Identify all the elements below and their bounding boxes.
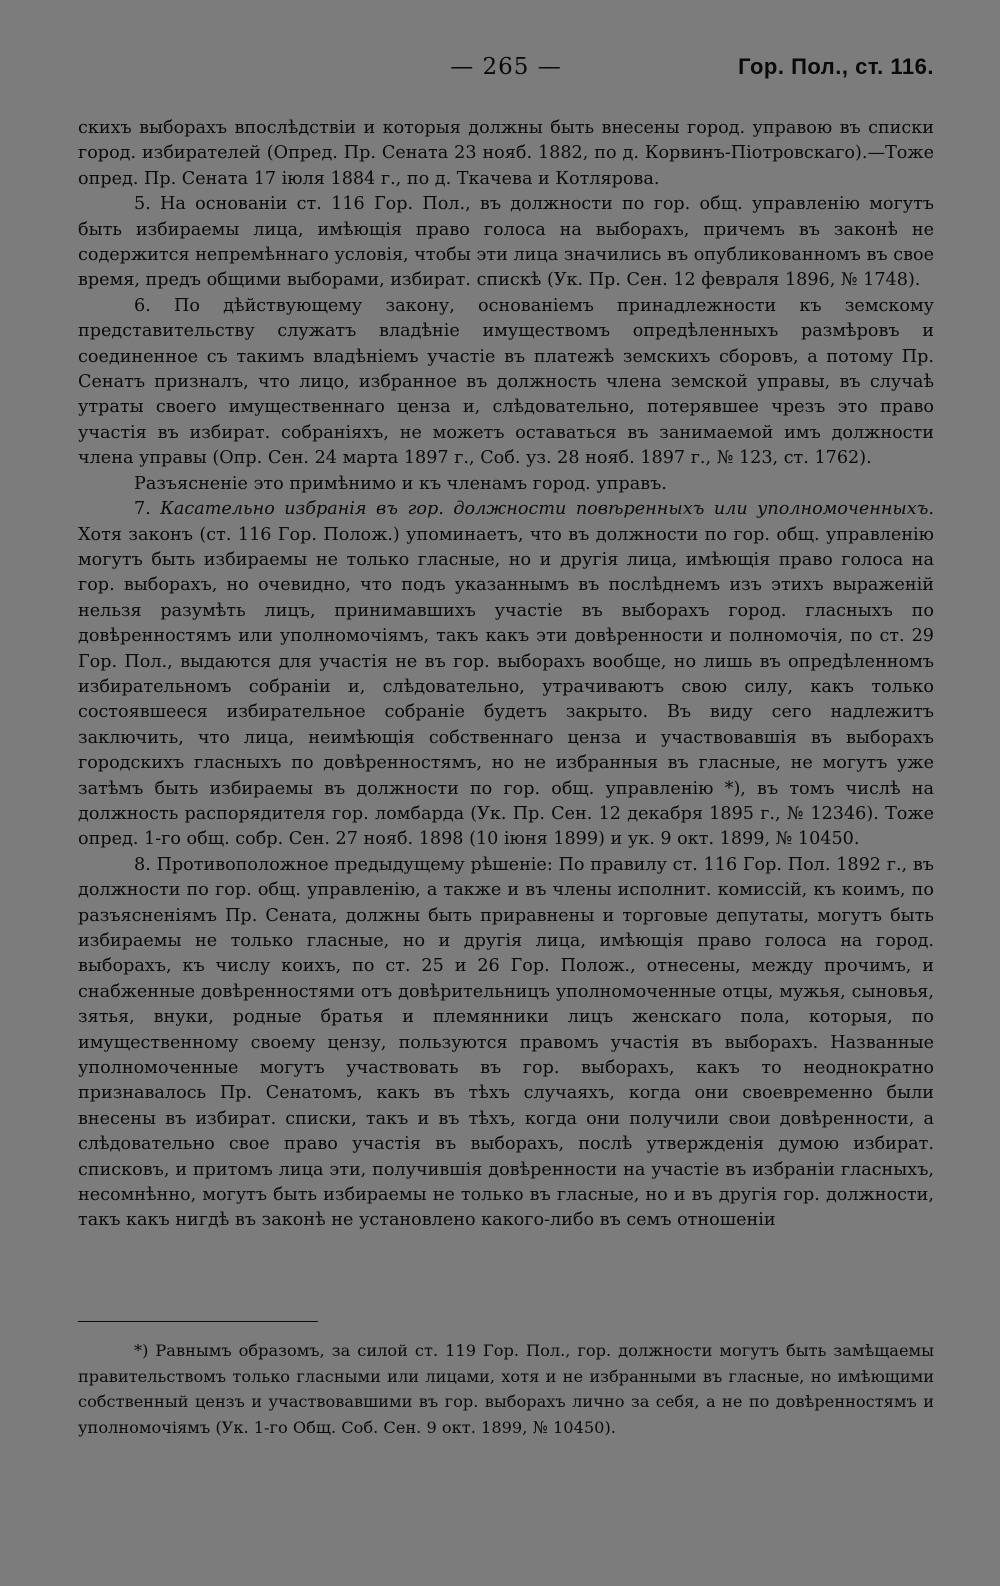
paragraph-6-note: Разъясненіе это примѣнимо и къ членамъ город. управъ.	[134, 473, 667, 494]
page-header	[78, 54, 934, 88]
body-text	[78, 116, 934, 1234]
paragraph-8: 8. Противоположное предыдущему рѣшеніе: По правилу ст. 116 Гор. Пол. 1892 г., въ должности по гор. общ. управленію, а также и въ члены исполнит. комиссій, къ коимъ, по разъясненіямъ Пр. Сената, должны быть приравнены и торговые депутаты, могутъ быть избираемы не только гласные, но и другія лица, имѣющія право голоса на город. выборахъ, къ числу коихъ, по ст. 25 и 26 Гор. Полож., отнесены, между прочимъ, и снабженные довѣренностями отъ довѣрительницъ уполномоченные отцы, мужья, сыновья, зятья, внуки, родные братья и племянники лицъ женскаго пола, которыя, по имущественному своему цензу, пользуются правомъ участія въ выборахъ. Названные уполномоченные могутъ участвовать въ гор. выборахъ, какъ то неоднократно признавалось Пр. Сенатомъ, какъ въ тѣхъ случаяхъ, когда они своевременно были внесены въ избират. списки, такъ и въ тѣхъ, когда они получили свои довѣренности, а слѣдовательно свое право участія въ выборахъ, послѣ утвержденія думою избират. списковъ, и притомъ лица эти, получившія довѣренности на участіе въ избраніи гласныхъ, несомнѣнно, могутъ быть избираемы не только въ гласные, но и въ другія гор. должности, такъ какъ нигдѣ въ законѣ не установлено какого-либо въ семъ отношеніи	[78, 854, 934, 1231]
paragraph-5: 5. На основаніи ст. 116 Гор. Пол., въ должности по гор. общ. управленію могутъ быть избираемы лица, имѣющія право голоса на выборахъ, причемъ въ законѣ не содержится непремѣннаго условія, чтобы эти лица значились въ опубликованномъ въ свое время, предъ общими выборами, избират. спискѣ (Ук. Пр. Сен. 12 февраля 1896, № 1748).	[78, 194, 934, 291]
paragraph-6: 6. По дѣйствующему закону, основаніемъ принадлежности къ земскому представительству служатъ владѣніе имуществомъ опредѣленныхъ размѣровъ и соединенное съ такимъ владѣніемъ участіе въ платежѣ земскихъ сборовъ, а потому Пр. Сенатъ призналъ, что лицо, избранное въ должность члена земской управы, въ случаѣ утраты своего имущественнаго ценза и, слѣдовательно, потерявшее чрезъ это право участія въ избират. собраніяхъ, не можетъ оставаться въ занимаемой имъ должности члена управы (Опр. Сен. 24 марта 1897 г., Соб. уз. 28 нояб. 1897 г., № 123, ст. 1762).	[78, 295, 934, 469]
footnote	[78, 1338, 934, 1440]
paragraph-7-text: Хотя законъ (ст. 116 Гор. Полож.) упоминаетъ, что въ должности по гор. общ. управленію могутъ быть избираемы не только гласные, но и другія лица, имѣющія право голоса на гор. выборахъ, но очевидно, что подъ указаннымъ въ послѣднемъ изъ этихъ выраженій нельзя разумѣть лицъ, принимавшихъ участіе въ выборахъ город. гласныхъ по довѣренностямъ или уполномочіямъ, такъ какъ эти довѣренности и полномочія, по ст. 29 Гор. Пол., выдаются для участія не въ гор. выборахъ вообще, но лишь въ опредѣленномъ избирательномъ собраніи и, слѣдовательно, утрачиваютъ свою силу, какъ только состоявшееся избирательное собраніе будетъ закрыто. Въ виду сего надлежитъ заключить, что лица, неимѣющія собственнаго ценза и участвовавшія въ выборахъ городскихъ гласныхъ по довѣренностямъ, но не избранныя въ гласные, не могутъ уже затѣмъ быть избираемы въ должности по гор. общ. управленію *), въ томъ числѣ на должность распорядителя гор. ломбарда (Ук. Пр. Сен. 12 декабря 1895 г., № 12346). Тоже опред. 1-го общ. собр. Сен. 27 нояб. 1898 (10 іюня 1899) и ук. 9 окт. 1899, № 10450.	[78, 524, 934, 850]
paragraph-7	[78, 497, 934, 853]
running-head: Гор. Пол., ст. 116.	[738, 54, 934, 79]
paragraph-7-heading: Касательно избранія въ гор. должности повѣренныхъ или уполномоченныхъ.	[160, 499, 934, 520]
footnote-text: *) Равнымъ образомъ, за силой ст. 119 Гор. Пол., гор. должности могутъ быть замѣщаемы правительствомъ только гласными или лицами, хотя и не избранными въ гласные, но имѣющими собственный цензъ и участвовавшими въ гор. выборахъ лично за себя, а не по довѣренностямъ и уполномочіямъ (Ук. 1-го Общ. Соб. Сен. 9 окт. 1899, № 10450).	[78, 1341, 934, 1437]
paragraph-7-number: 7.	[134, 499, 161, 520]
paragraph-continuation: скихъ выборахъ впослѣдствіи и которыя должны быть внесены город. управою въ списки город. избирателей (Опред. Пр. Сената 23 нояб. 1882, по д. Корвинъ-Піотровскаго).—Тоже опред. Пр. Сената 17 іюля 1884 г., по д. Ткачева и Котлярова.	[78, 118, 934, 189]
page-number: — 265 —	[450, 54, 562, 80]
footnote-divider	[78, 1321, 318, 1322]
